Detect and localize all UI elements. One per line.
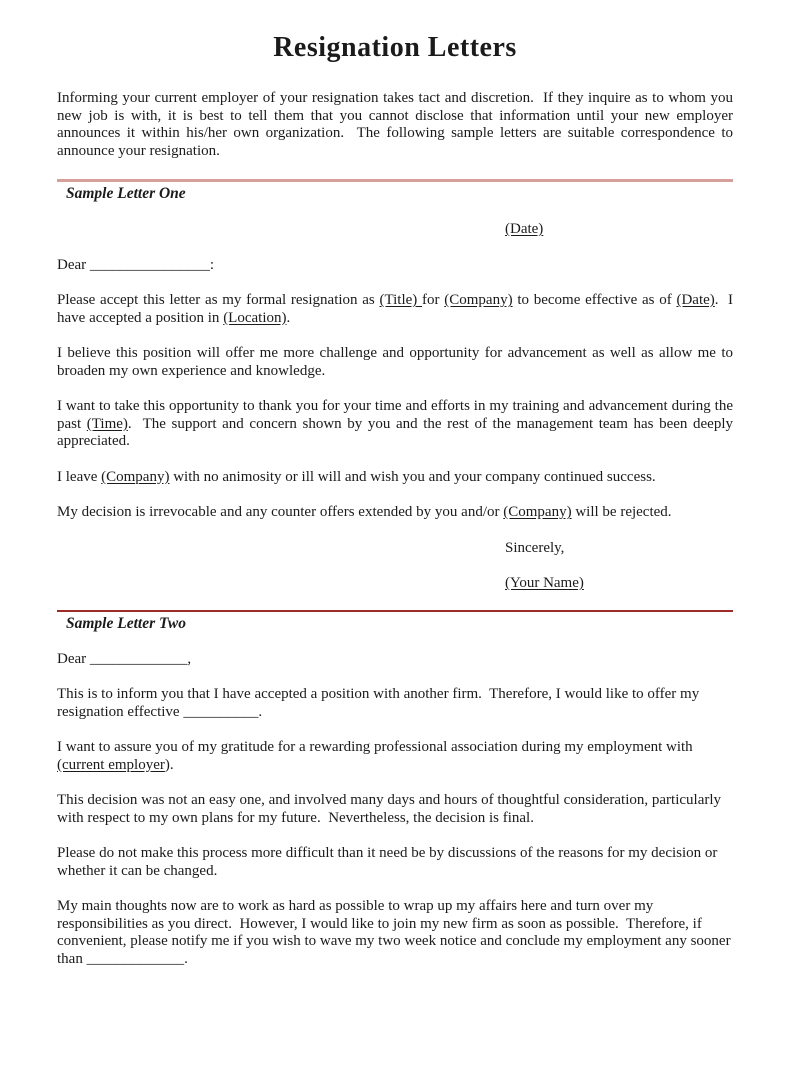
- letter-two-paragraph-2: I want to assure you of my gratitude for a rewarding professional association during my employment with (current employer).: [57, 739, 693, 773]
- letter-one-date-line: (Date): [505, 221, 544, 237]
- letter-one-signature-line: (Your Name): [505, 575, 584, 591]
- page-title: Resignation Letters: [273, 32, 517, 63]
- document-page: [0, 30, 788, 1074]
- letter-two-paragraph-3: This decision was not an easy one, and involved many days and hours of thoughtful consideration, particularly with respect to my own plans for my future. Nevertheless, the decision is final.: [57, 792, 722, 826]
- letter-one-paragraph-2: I believe this position will offer me more challenge and opportunity for advancement as well as allow me to broaden my own experience and knowledge.: [57, 345, 733, 379]
- letter-one-paragraph-5: My decision is irrevocable and any counter offers extended by you and/or (Company) will be rejected.: [57, 504, 672, 520]
- letter-two-salutation: Dear _____________,: [57, 650, 192, 667]
- letter-one-closing: Sincerely,: [505, 539, 565, 556]
- letter-two-heading: Sample Letter Two: [66, 614, 186, 632]
- letter-one-salutation: Dear ________________:: [57, 256, 215, 273]
- section-divider-two: [57, 610, 733, 612]
- letter-one-paragraph-4: I leave (Company) with no animosity or ill will and wish you and your company continued success.: [57, 468, 656, 485]
- letter-one-heading: Sample Letter One: [66, 185, 186, 202]
- section-divider-one: [57, 179, 733, 182]
- letter-one-paragraph-3: I want to take this opportunity to thank you for your time and efforts in my training and advancement during the past (Time). The support and concern shown by you and the rest of the management team has been deeply appreciated.: [57, 398, 733, 449]
- intro-paragraph: Informing your current employer of your resignation takes tact and discretion. If they inquire as to whom you new job is with, it is best to tell them that you cannot disclose that information until your new employer announces it within his/her own organization. The following sample letters are suitable correspondence to announce your resignation.: [57, 90, 733, 159]
- letter-one-paragraph-1: Please accept this letter as my formal resignation as (Title) for (Company) to become effective as of (Date). I have accepted a position in (Location).: [57, 292, 734, 326]
- letter-two-paragraph-4: Please do not make this process more difficult than it need be by discussions of the reasons for my decision or whether it can be changed.: [57, 845, 718, 879]
- letter-two-paragraph-1: This is to inform you that I have accepted a position with another firm. Therefore, I would like to offer my resignation effective __________.: [57, 686, 700, 720]
- letter-two-paragraph-5: My main thoughts now are to work as hard as possible to wrap up my affairs here and turn over my responsibilities as you direct. However, I would like to join my new firm as soon as possible. Therefore, if convenient, please notify me if you wish to wave my two week notice and conclude my employment any sooner than _____________.: [57, 898, 731, 967]
